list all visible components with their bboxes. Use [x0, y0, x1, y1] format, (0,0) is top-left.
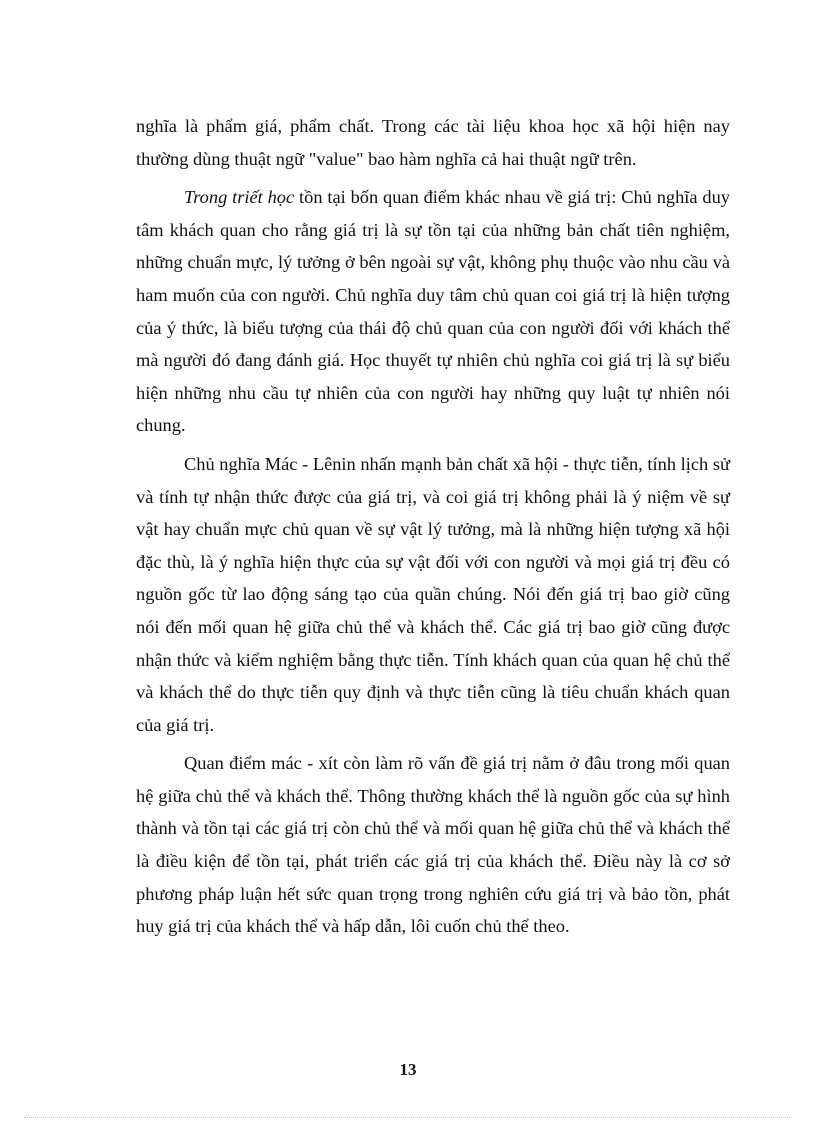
- page-number: 13: [399, 1060, 417, 1079]
- paragraph-2-italic-lead: Trong triết học: [184, 187, 295, 208]
- paragraph-3: [136, 448, 730, 741]
- paragraph-2: [136, 181, 730, 442]
- paragraph-3-text: Chủ nghĩa Mác - Lênin nhấn mạnh bản chất xã hội - thực tiễn, tính lịch sử và tính tự nhận thức được của giá trị, và coi giá trị không phải là ý niệm về sự vật hay chuẩn mực chủ quan về sự vật lý tưởng, mà là những hiện tượng xã hội đặc thù, là ý nghĩa hiện thực của sự vật đối với con người và mọi giá trị đều có nguồn gốc từ lao động sáng tạo của quần chúng. Nói đến giá trị bao giờ cũng nói đến mối quan hệ giữa chủ thể và khách thể. Các giá trị bao giờ cũng được nhận thức và kiểm nghiệm bằng thực tiễn. Tính khách quan của quan hệ chủ thể và khách thể do thực tiễn quy định và thực tiễn cũng là tiêu chuẩn khách quan của giá trị.: [136, 453, 730, 735]
- paragraph-2-text: tồn tại bốn quan điểm khác nhau về giá trị: Chủ nghĩa duy tâm khách quan cho rằng giá trị là sự tồn tại của những bản chất tiên nghiệm, những chuẩn mực, lý tưởng ở bên ngoài sự vật, không phụ thuộc vào nhu cầu và ham muốn của con người. Chủ nghĩa duy tâm chủ quan coi giá trị là hiện tượng của ý thức, là biểu tượng của thái độ chủ quan của con người đối với khách thể mà người đó đang đánh giá. Học thuyết tự nhiên chủ nghĩa coi giá trị là sự biểu hiện những nhu cầu tự nhiên của con người hay những quy luật tự nhiên nói chung.: [136, 187, 730, 436]
- page-bottom-divider: [24, 1117, 792, 1118]
- paragraph-4-text: Quan điểm mác - xít còn làm rõ vấn đề giá trị nằm ở đâu trong mối quan hệ giữa chủ thể và khách thể. Thông thường khách thể là nguồn gốc của sự hình thành và tồn tại các giá trị còn chủ thể và mối quan hệ giữa chủ thể và khách thể là điều kiện để tồn tại, phát triển các giá trị của khách thể. Điều này là cơ sở phương pháp luận hết sức quan trọng trong nghiên cứu giá trị và bảo tồn, phát huy giá trị của khách thể và hấp dẫn, lôi cuốn chủ thể theo.: [136, 753, 730, 937]
- paragraph-1-text: nghĩa là phẩm giá, phẩm chất. Trong các tài liệu khoa học xã hội hiện nay thường dùng thuật ngữ "value" bao hàm nghĩa cả hai thuật ngữ trên.: [136, 116, 730, 169]
- paragraph-4: [136, 747, 730, 943]
- paragraph-1: [136, 110, 730, 175]
- body-text: [136, 110, 730, 949]
